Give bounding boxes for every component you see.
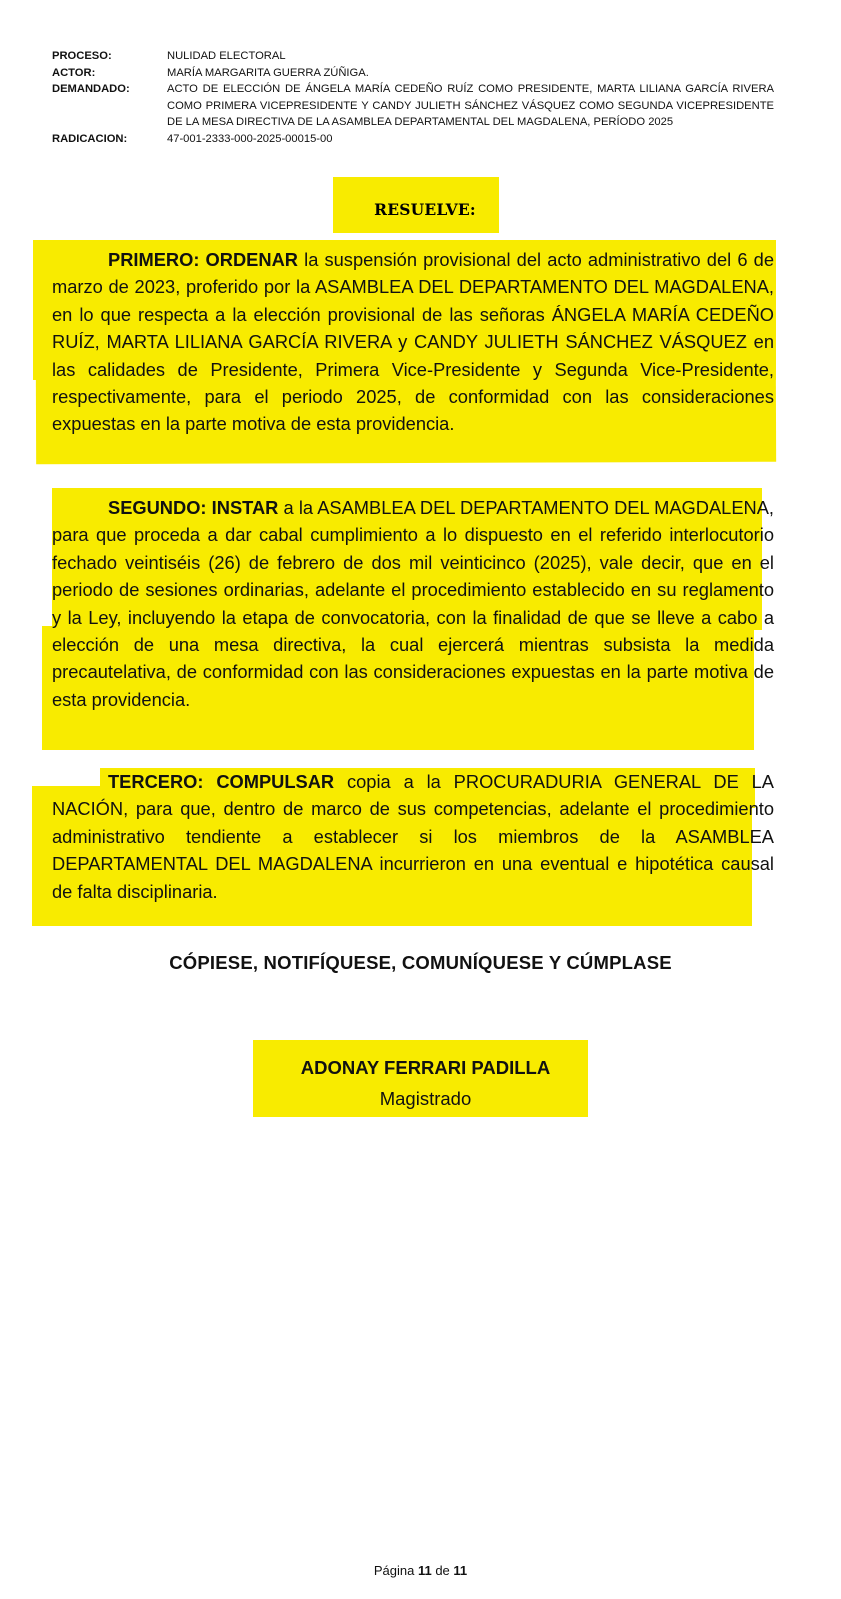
resuelve-heading: RESUELVE: [374,199,476,219]
paragraph-tercero [52,768,774,905]
proceso-label: PROCESO: [52,50,112,62]
segundo-text: a la ASAMBLEA DEL DEPARTAMENTO DEL MAGDALENA, para que proceda a dar cabal cumplimiento a lo dispuesto en el referido interlocutorio fechado veintiséis (26) de febrero de dos mil veinticinco (2025), vale decir, que en el periodo de sesiones ordinarias, adelante el procedimiento establecido en su reglamento y la Ley, incluyendo la etapa de convocatoria, con la finalidad de que se lleve a cabo a elección de una mesa directiva, la cual ejercerá mientras subsista la medida precautelativa, de conformidad con las consideraciones expuestas en la parte motiva de esta providencia. [52,497,775,710]
paragraph-primero [52,246,774,438]
primero-lead: PRIMERO: ORDENAR [108,249,298,270]
actor-label: ACTOR: [52,66,96,79]
radicacion-label: RADICACION: [52,132,128,145]
demandado-row [52,81,774,131]
signature-name: ADONAY FERRARI PADILLA [300,1057,551,1078]
page-footer [0,1563,841,1578]
footer-page-total: 11 [453,1563,468,1578]
paragraph-segundo [52,494,774,713]
actor-row [52,65,774,82]
closing-formula: CÓPIESE, NOTIFÍQUESE, COMUNÍQUESE Y CÚMPLASE [169,952,672,973]
primero-text: la suspensión provisional del acto administrativo del 6 de marzo de 2023, proferido por la ASAMBLEA DEL DEPARTAMENTO DEL MAGDALENA, en lo que respecta a la elección provisional de las señoras ÁNGELA MARÍA CEDEÑO RUÍZ, MARTA LILIANA GARCÍA RIVERA y CANDY JULIETH SÁNCHEZ VÁSQUEZ en las calidades de Presidente, Primera Vice-Presidente y Segunda Vice-Presidente, respectivamente, para el periodo 2025, de conformidad con las consideraciones expuestas en la parte motiva de esta providencia. [52,249,774,435]
actor-value: MARÍA MARGARITA GUERRA ZÚÑIGA. [167,66,369,79]
footer-page-number: 11 [417,1563,432,1578]
proceso-row [52,48,774,65]
radicacion-row [52,131,774,148]
footer-of: de [435,1563,450,1578]
segundo-lead: SEGUNDO: INSTAR [108,497,279,518]
signature-role: Magistrado [379,1088,472,1109]
footer-prefix: Página [373,1563,415,1578]
tercero-text: copia a la PROCURADURIA GENERAL DE LA NACIÓN, para que, dentro de marco de sus competencias, adelante el procedimiento administrativo tendiente a establecer si los miembros de la ASAMBLEA DEPARTAMENTAL DEL MAGDALENA incurrieron en una eventual e hipotética causal de falta disciplinaria. [52,771,774,902]
demandado-label: DEMANDADO: [52,83,130,95]
tercero-lead: TERCERO: COMPULSAR [108,771,335,792]
demandado-value: ACTO DE ELECCIÓN DE ÁNGELA MARÍA CEDEÑO RUÍZ COMO PRESIDENTE, MARTA LILIANA GARCÍA RIVERA COMO PRIMERA VICEPRESIDENTE Y CANDY JULIETH SÁNCHEZ VÁSQUEZ COMO SEGUNDA VICEPRESIDENTE DE LA MESA DIRECTIVA DE LA ASAMBLEA DEPARTAMENTAL DEL MAGDALENA, PERÍODO 2025 [167,83,774,128]
case-header [52,48,774,147]
proceso-value: NULIDAD ELECTORAL [167,50,286,62]
radicacion-value: 47-001-2333-000-2025-00015-00 [167,132,333,145]
